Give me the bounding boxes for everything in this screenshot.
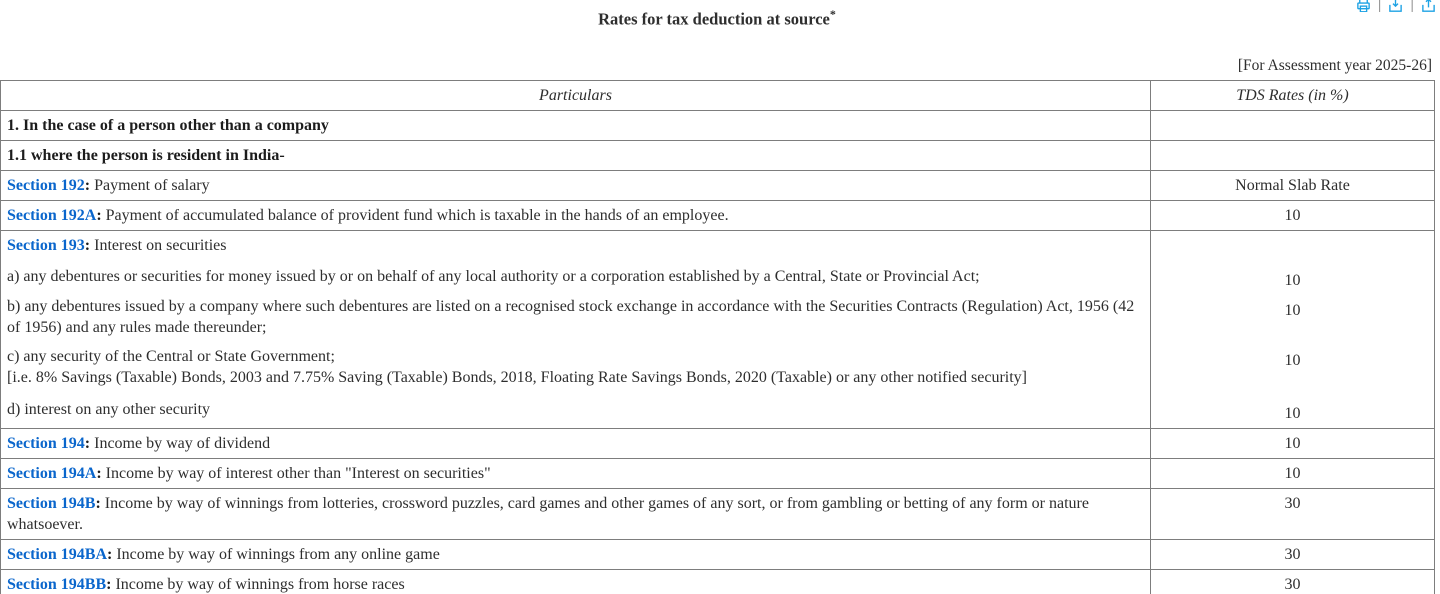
particulars-cell: Section 194BB: Income by way of winnings from horse races	[1, 569, 1151, 594]
page-title: Rates for tax deduction at source*	[598, 7, 836, 29]
sub-item-a: a) any debentures or securities for money issued by or on behalf of any local authority or a corporation established by a Central, State or Provincial Act;	[7, 267, 980, 285]
section-193-link[interactable]: Section 193	[7, 236, 85, 254]
table-row	[1, 428, 1435, 458]
rate-value: 10	[1284, 404, 1301, 422]
sub-item-c-note: [i.e. 8% Savings (Taxable) Bonds, 2003 and 7.75% Saving (Taxable) Bonds, 2018, Floating Rate Savings Bonds, 2020 (Taxable) or any other notified security]	[7, 368, 1028, 386]
section-192-link[interactable]: Section 192	[7, 176, 85, 194]
rate-cell: Normal Slab Rate	[1151, 170, 1435, 200]
rate-cell	[1151, 230, 1435, 428]
tds-rates-table	[0, 80, 1435, 594]
sub-item-b: b) any debentures issued by a company where such debentures are listed on a recognised stock exchange in accordance with the Securities Contracts (Regulation) Act, 1956 (42 of 1956) and any rules made thereunder;	[7, 297, 1135, 336]
sub-item-d: d) interest on any other security	[7, 400, 211, 418]
table-row	[1, 458, 1435, 488]
table-row	[1, 569, 1435, 594]
particulars-cell: Section 194BA: Income by way of winnings from any online game	[1, 539, 1151, 569]
section-description: Payment of accumulated balance of provident fund which is taxable in the hands of an employee.	[101, 206, 729, 224]
section-192a-link[interactable]: Section 192A	[7, 206, 97, 224]
sub-item-c: c) any security of the Central or State Government; [i.e. 8% Savings (Taxable) Bonds, 2003 and 7.75% Saving (Taxable) Bonds, 2018, Floating Rate Savings Bonds, 2020 (Taxable) or any other notified security]	[7, 347, 1028, 386]
rate-value: 10	[1284, 351, 1301, 369]
section-heading: Section 193: Interest on securities	[7, 236, 227, 254]
section-description: Income by way of dividend	[90, 434, 271, 452]
rate-cell: 30	[1151, 539, 1435, 569]
section-description: Income by way of winnings from horse races	[111, 575, 405, 593]
particulars-cell: Section 194A: Income by way of interest other than "Interest on securities"	[1, 458, 1151, 488]
rate-cell: 30	[1151, 569, 1435, 594]
section-description: Interest on securities	[90, 236, 227, 254]
section-description: Income by way of interest other than "Interest on securities"	[101, 464, 491, 482]
section-194bb-link[interactable]: Section 194BB	[7, 575, 107, 593]
share-icon[interactable]	[1421, 0, 1436, 12]
column-header-particulars: Particulars	[1, 80, 1151, 110]
section-description: Income by way of winnings from lotteries, crossword puzzles, card games and other games of any sort, or from gambling or betting of any form or nature whatsoever.	[7, 494, 1089, 533]
table-row	[1, 539, 1435, 569]
section-194b-link[interactable]: Section 194B	[7, 494, 96, 512]
rate-cell: 30	[1151, 488, 1435, 539]
table-row	[1, 488, 1435, 539]
rate-value: 10	[1284, 301, 1301, 319]
table-row	[1, 200, 1435, 230]
column-header-tds-rates: TDS Rates (in %)	[1151, 80, 1435, 110]
rate-cell	[1151, 110, 1435, 140]
toolbar-separator: |	[1377, 0, 1382, 12]
rate-cell: 10	[1151, 200, 1435, 230]
particulars-cell: Section 192A: Payment of accumulated balance of provident fund which is taxable in the hands of an employee.	[1, 200, 1151, 230]
particulars-cell: Section 194: Income by way of dividend	[1, 428, 1151, 458]
assessment-year-label: [For Assessment year 2025-26]	[1237, 56, 1432, 74]
email-icon[interactable]	[1388, 0, 1403, 12]
particulars-cell: 1.1 where the person is resident in India-	[1, 140, 1151, 170]
particulars-cell: 1. In the case of a person other than a company	[1, 110, 1151, 140]
table-row	[1, 140, 1435, 170]
table-row	[1, 110, 1435, 140]
section-description: Income by way of winnings from any online game	[112, 545, 440, 563]
rate-value: 10	[1284, 271, 1301, 289]
table-row-section-193	[1, 230, 1435, 428]
toolbar-separator: |	[1410, 0, 1414, 12]
section-194-link[interactable]: Section 194	[7, 434, 85, 452]
table-row	[1, 170, 1435, 200]
section-194ba-link[interactable]: Section 194BA	[7, 545, 107, 563]
particulars-cell	[1, 230, 1151, 428]
particulars-cell: Section 194B: Income by way of winnings from lotteries, crossword puzzles, card games and other games of any sort, or from gambling or betting of any form or nature whatsoever.	[1, 488, 1151, 539]
page-action-toolbar	[1356, 0, 1436, 12]
rate-cell	[1151, 140, 1435, 170]
section-description: Payment of salary	[90, 176, 210, 194]
print-icon[interactable]	[1356, 0, 1371, 12]
rate-cell: 10	[1151, 458, 1435, 488]
rate-cell: 10	[1151, 428, 1435, 458]
table-header-row	[1, 80, 1435, 110]
particulars-cell: Section 192: Payment of salary	[1, 170, 1151, 200]
footnote-asterisk: *	[829, 7, 836, 21]
section-194a-link[interactable]: Section 194A	[7, 464, 97, 482]
